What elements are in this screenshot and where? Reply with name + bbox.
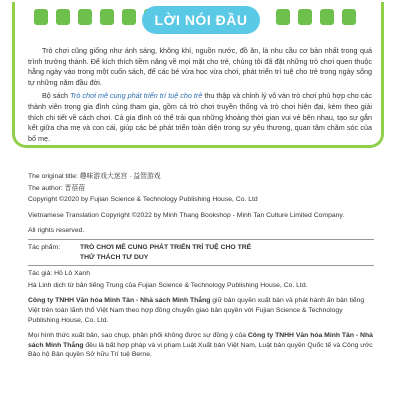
publisher-rights-line [28,296,374,325]
vn-translation-line: Vietnamese Translation Copyright ©2022 by Minh Thang Bookshop - Minh Tan Culture Limited Company. [28,211,345,219]
intro-paragraph-2 [28,91,372,144]
warning-post: đều là bất hợp pháp và vi phạm Luật Xuất bản Việt Nam, Luật bản quyền Quốc tế và Công ước Bảo hộ Bản quyền Sở hữu Trí tuệ Berne. [28,341,373,359]
author-line [28,184,374,194]
work-subtitle-row [28,253,374,263]
author-label: The author: [28,184,63,192]
work-value: TRÒ CHƠI MÊ CUNG PHÁT TRIỂN TRÍ TUỆ CHO TRẺ [80,243,252,251]
publisher-name: Công ty TNHH Văn hóa Minh Tân - Nhà sách Minh Thắng [28,297,211,305]
author-value: 晋蓓蓓 [64,184,86,192]
work-subtitle: THỬ THÁCH TƯ DUY [80,253,149,261]
intro-p2-post: thu thập và chỉnh lý vô vàn trò chơi phù hợp cho các thành viên trong gia đình cùng tham gia, gồm cả trò chơi truyền thống và trò chơi hiện đại, kèm theo giải thích chi tiết về cách chơi. Cả gia đình có thể trải qua những khoảng thời gian vui vẻ bên nhau, tạo sự gắn kết giữa cha mẹ và con cái, giúp các bé phát triển toàn diện trong sự yêu thương, quan tâm chăm sóc của bố mẹ. [28,91,372,143]
vn-author-value: Hồ Lô Xanh [54,270,90,278]
divider [28,239,374,240]
rights-line: All rights reserved. [28,227,85,235]
work-label: Tác phẩm: [28,243,61,251]
legal-warning-line [28,331,374,360]
publisher-rights-text: giữ bản quyền xuất bản và phát hành ấn bản tiếng Việt trên toàn lãnh thổ Việt Nam theo hợp đồng chuyển giao bản quyền với Fujian Science & Technology Publishing House, Co. Ltd. [28,297,365,324]
warning-publisher-name: Công ty TNHH Văn hóa Minh Tân - Nhà sách Minh Thắng [28,332,373,349]
original-title-label: The original title: [28,173,78,180]
copyright-section [28,172,374,362]
divider [28,265,374,266]
translator-line: Hà Linh dịch từ bản tiếng Trung của Fujian Science & Technology Publishing House, Co. Ltd. [28,281,308,289]
intro-section [28,46,372,147]
intro-paragraph-1: Trò chơi cũng giống như ánh sáng, không khí, nguồn nước, đồ ăn, là nhu cầu cơ bản nhất trong quá trình trưởng thành. Để kích thích tiềm năng về mọi mặt cho trẻ, chúng tôi đã đặt những trò chơi quen thuộc hằng ngày vào trong một cuốn sách, để các bé vừa học vừa chơi, phát triển trí tuệ cho trẻ trong ngày sống tự những năm đầu đời. [28,46,372,87]
copyright-line: Copyright ©2020 by Fujian Science & Technology Publishing House, Co. Ltd [28,196,258,204]
warning-pre: Mọi hình thức xuất bản, sao chụp, phân phối không được sự đồng ý của [28,332,248,340]
book-series-title: Trò chơi mê cung phát triển trí tuệ cho trẻ [70,91,203,101]
vn-author-label: Tác giả: [28,270,53,278]
original-title-line [28,172,374,182]
work-title-row [28,243,374,253]
page-title: LỜI NÓI ĐẦU [142,6,260,34]
original-title-value: 趣味游戏大迷宫 · 益智游戏 [79,173,161,180]
vn-author-line [28,269,374,279]
intro-p2-pre: Bộ sách [42,91,71,101]
